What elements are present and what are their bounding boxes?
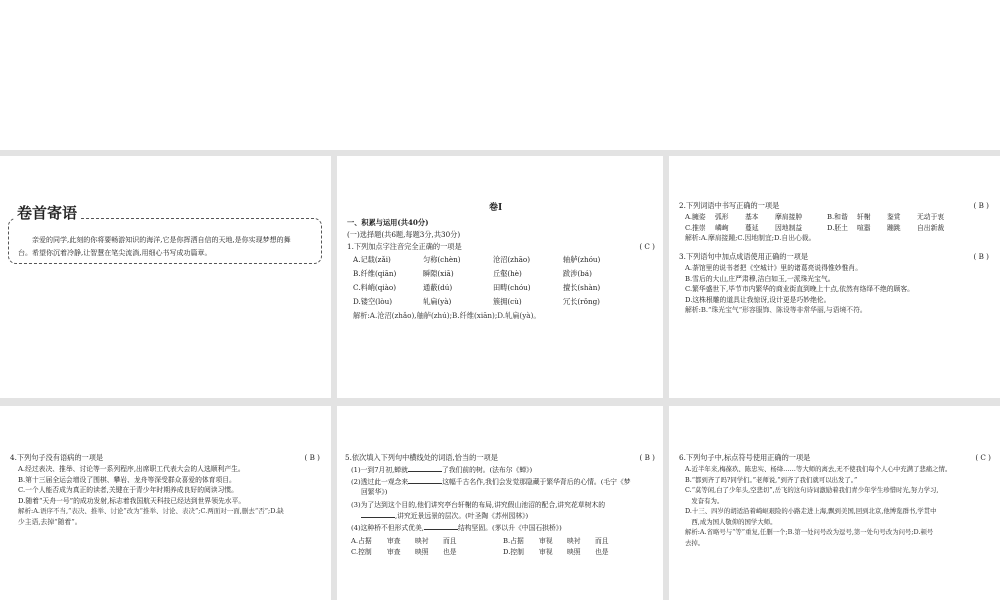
q5-row-2 [351, 547, 657, 558]
q5-r2-2: 审查 [387, 547, 401, 556]
q1-b4: 跋涉(bá) [563, 269, 592, 278]
page-preface [0, 156, 331, 398]
q3-option-c: C.繁华盛世下,毕节市内繁华的商业街直到晚上十点,依然有络绎不绝的顾客。 [685, 285, 914, 293]
q1-a4: 轴舻(zhóu) [563, 255, 601, 264]
q6-option-c: C.“莫等闲,白了少年头,空悲切”,岳飞的这句诗词激励着我们青少年学生珍惜时光,努力学习, [685, 486, 939, 494]
q5-r1-4: 而且 [443, 537, 457, 545]
q6-options [685, 464, 997, 548]
question-1 [347, 241, 655, 252]
q5-sentence-2 [351, 476, 657, 488]
q5-s2-part-b: 这幅千古名作,我们会发觉那隐藏于繁华背后的心情。(毛宁《梦 [442, 477, 631, 486]
q5-blank-1 [408, 464, 442, 472]
q2-r1-5: B.和谐 [827, 213, 848, 221]
q1-d3: 簇拥(cù) [493, 297, 522, 306]
q5-sentence-3: (3)为了达到这个目的,他们讲究亭台轩榭的布局,讲究假山池沼的配合,讲究花草树木的 [351, 500, 605, 509]
q6-answer: ( C ) [975, 453, 991, 462]
q2-r2-7: 蹦跳 [887, 223, 901, 232]
q5-sentence-3-cont [351, 510, 657, 522]
q5-answer: ( B ) [639, 453, 655, 462]
q1-b2: 瞬隙(xiā) [423, 269, 454, 278]
q5-sentence-4 [351, 522, 657, 534]
q6-option-b: B.“都到齐了吗?同学们。”老师说,“到齐了我们就可以出发了。” [685, 475, 858, 484]
q1-answer: ( C ) [639, 242, 655, 251]
q3-explanation: 解析:B.“珠光宝气”形容服饰、陈设等非常华丽,与语境不符。 [685, 306, 867, 314]
q2-explanation: 解析:A.摩肩接踵;C.因地制宜;D.自出心裁。 [685, 234, 816, 242]
q5-r1-6: 审视 [539, 537, 553, 545]
q2-r1-6: 轩榭 [857, 213, 871, 221]
q5-r2-6: 审视 [539, 547, 553, 556]
q5-r2-8: 也是 [595, 547, 609, 556]
q1-b3: 丘壑(hè) [493, 269, 522, 278]
q2-row-2 [685, 223, 991, 234]
q5-blank-2 [408, 476, 442, 484]
gray-band-middle [0, 398, 1000, 406]
q4-options [18, 464, 324, 527]
q4-option-c: C.一个人能否成为真正的读者,关键在于青少年时期养成良好的阅读习惯。 [18, 486, 238, 494]
q5-s4-part-b: 结构坚固。(茅以升《中国石拱桥》) [457, 523, 562, 532]
q3-options [685, 263, 991, 316]
q1-explanation: 解析:A.沧沼(zhǎo),舳舻(zhú);B.纤维(xiān);D.轧扁(yà)。 [353, 311, 541, 320]
q4-option-b: B.第十三届全运会增设了围棋、攀岩、龙舟等深受群众喜爱的体育项目。 [18, 475, 236, 484]
question-6 [679, 452, 991, 463]
q1-d1: D.镂空(lòu) [353, 297, 393, 306]
page-q5 [337, 406, 663, 600]
q5-r1-3: 映衬 [415, 537, 429, 545]
q2-row-1 [685, 212, 991, 223]
q2-stem: 2.下列词语中书写正确的一项是 [679, 201, 780, 210]
preface-line-1: 亲爱的同学,此刻的你将要畅游知识的海洋,它是你挥洒自信的天地,是你实现梦想的舞 [32, 236, 291, 244]
q1-row-a [353, 254, 653, 265]
q6-stem: 6.下列句子中,标点符号使用正确的一项是 [679, 453, 811, 462]
q5-r1-2: 审查 [387, 537, 401, 545]
question-4 [10, 452, 320, 463]
q1-a3: 沧沼(zhāo) [493, 255, 531, 264]
q4-explanation-1: 解析:A.语序不当,“表决、推举、讨论”改为“推举、讨论、表决”;C.两面对一面,删去“否”;D.缺 [18, 507, 284, 515]
q2-r1-1: A.臃姿 [685, 213, 706, 221]
q5-r2-4: 也是 [443, 547, 457, 556]
q5-r2-5: D.控制 [503, 547, 524, 556]
page-q6 [669, 406, 1000, 600]
preface-line-2: 台。希望你沉着冷静,让智慧在笔尖流淌,用细心书写成功篇章。 [18, 249, 212, 257]
q1-c2: 通蔽(dú) [423, 283, 453, 292]
q2-options [685, 212, 991, 244]
q1-b1: B.纤维(qiān) [353, 269, 397, 278]
q2-r1-8: 无动于衷 [917, 213, 945, 221]
q5-sentences [351, 464, 657, 557]
q1-c4: 擅长(shàn) [563, 283, 601, 292]
q2-r1-3: 基本 [745, 213, 759, 221]
q1-stem: 1.下列加点字注音完全正确的一项是 [347, 242, 462, 251]
q2-r2-2: 嶙峋 [715, 223, 729, 232]
q3-option-d: D.这株根雕的道具让我惊讶,设计更是巧妙绝伦。 [685, 295, 831, 304]
q1-row-d [353, 296, 653, 307]
page-q2-q3 [669, 156, 1000, 398]
q5-sentence-2-cont: 回繁华》) [361, 488, 388, 496]
q5-stem: 5.依次填入下列句中横线处的词语,恰当的一项是 [345, 453, 498, 462]
page-q1 [337, 156, 663, 398]
q5-blank-3 [361, 510, 395, 518]
q2-r2-5: D.胚土 [827, 223, 848, 232]
q1-row-c [353, 282, 653, 293]
q5-r2-3: 映照 [415, 547, 429, 556]
q6-explanation-1: 解析:A.省略号与“等”重复,任删一个;B.第一处问号改为逗号,第一处句号改为问号;D.顿号 [685, 528, 934, 536]
q2-answer: ( B ) [973, 201, 989, 210]
q3-option-b: B.雪后的大山,庄严肃穆,洁白如玉,一派珠光宝气。 [685, 274, 835, 283]
preface-title: 卷首寄语 [14, 202, 80, 223]
q5-r2-7: 映照 [567, 547, 581, 556]
preface-text [18, 234, 318, 260]
roll-title: 卷Ⅰ [489, 203, 503, 213]
q5-row-1 [351, 536, 657, 547]
q6-option-a: A.近半年来,梅葆玖、陈忠实、杨绛……等大师的离去,无不使我们每个人心中充满了悲痛之情。 [685, 465, 952, 473]
question-5 [345, 452, 655, 463]
page-q4 [0, 406, 331, 600]
section-heading: 一、积累与运用(共40分) [347, 218, 429, 227]
q5-r1-1: A.占据 [351, 537, 372, 545]
q6-option-d: D.十三、四岁的胡适沿着崎岖艰险的小路走进上海,飘到美国,回到北京,他博览群书,学贯中 [685, 507, 937, 515]
q1-a2: 匀称(chèn) [423, 255, 461, 264]
q5-s2-part-a: (2)透过此一观念来 [351, 477, 409, 486]
q4-stem: 4.下列句子没有语病的一项是 [10, 453, 104, 462]
q2-r2-1: C.推崇 [685, 223, 706, 232]
q5-s3-part-b: ,讲究近景远景的层次。(叶圣陶《苏州园林》) [395, 512, 529, 520]
q2-r1-4: 摩肩接肿 [775, 213, 803, 221]
q2-r1-2: 弧形 [715, 213, 729, 221]
q1-options [353, 254, 653, 321]
q5-blank-4 [424, 522, 458, 530]
q6-option-d-cont: 西,成为国人敬仰的国学大师。 [685, 517, 777, 526]
q1-d4: 冗长(rǒng) [563, 297, 600, 306]
q1-row-b [353, 268, 653, 279]
q5-s1-part-a: (1)一到7月初,蝉就 [351, 466, 408, 474]
q2-r2-4: 因地制益 [775, 223, 803, 232]
q2-r2-8: 自出新裁 [917, 223, 945, 232]
q5-r1-8: 而且 [595, 537, 609, 545]
q4-explanation-2: 少主语,去掉“随着”。 [18, 517, 82, 526]
q5-r1-5: B.占据 [503, 537, 524, 545]
q2-r2-3: 蔓延 [745, 223, 759, 232]
question-3 [679, 251, 989, 262]
q5-r2-1: C.控制 [351, 547, 372, 556]
q5-r1-7: 映衬 [567, 537, 581, 545]
subsection-heading: (一)选择题(共6题,每题3分,共30分) [347, 230, 461, 239]
q4-answer: ( B ) [304, 453, 320, 462]
q6-explanation-2: 去掉。 [685, 538, 705, 547]
q1-a1: A.记载(zǎi) [353, 255, 391, 264]
q3-stem: 3.下列语句中加点成语使用正确的一项是 [679, 252, 809, 261]
q4-option-a: A.经过表决、推举、讨论等一系列程序,出席职工代表大会的人选顺利产生。 [18, 465, 245, 473]
q3-answer: ( B ) [973, 252, 989, 261]
question-2 [679, 200, 989, 211]
q4-option-d: D.随着“天舟一号”的成功发射,标志着我国航天科技已经达到世界领先水平。 [18, 496, 246, 505]
q1-c1: C.料峭(qiào) [353, 283, 397, 292]
q2-r1-7: 鉴赏 [887, 213, 901, 221]
q3-option-a: A.荼馆里的说书者把《空城计》里的诸葛亮说得惟妙惟肖。 [685, 264, 862, 272]
q5-s4-part-a: (4)这种桥不但形式优美, [351, 523, 424, 532]
q5-sentence-1 [351, 464, 657, 476]
q1-d2: 轧扁(yà) [423, 297, 452, 306]
q2-r2-6: 喧嚣 [857, 223, 871, 232]
q1-c3: 田畴(chóu) [493, 283, 531, 292]
q6-option-c-cont: 发奋有为。 [685, 496, 724, 505]
q5-s1-part-b: 了我们前的树。(法布尔《蝉》) [441, 466, 533, 474]
